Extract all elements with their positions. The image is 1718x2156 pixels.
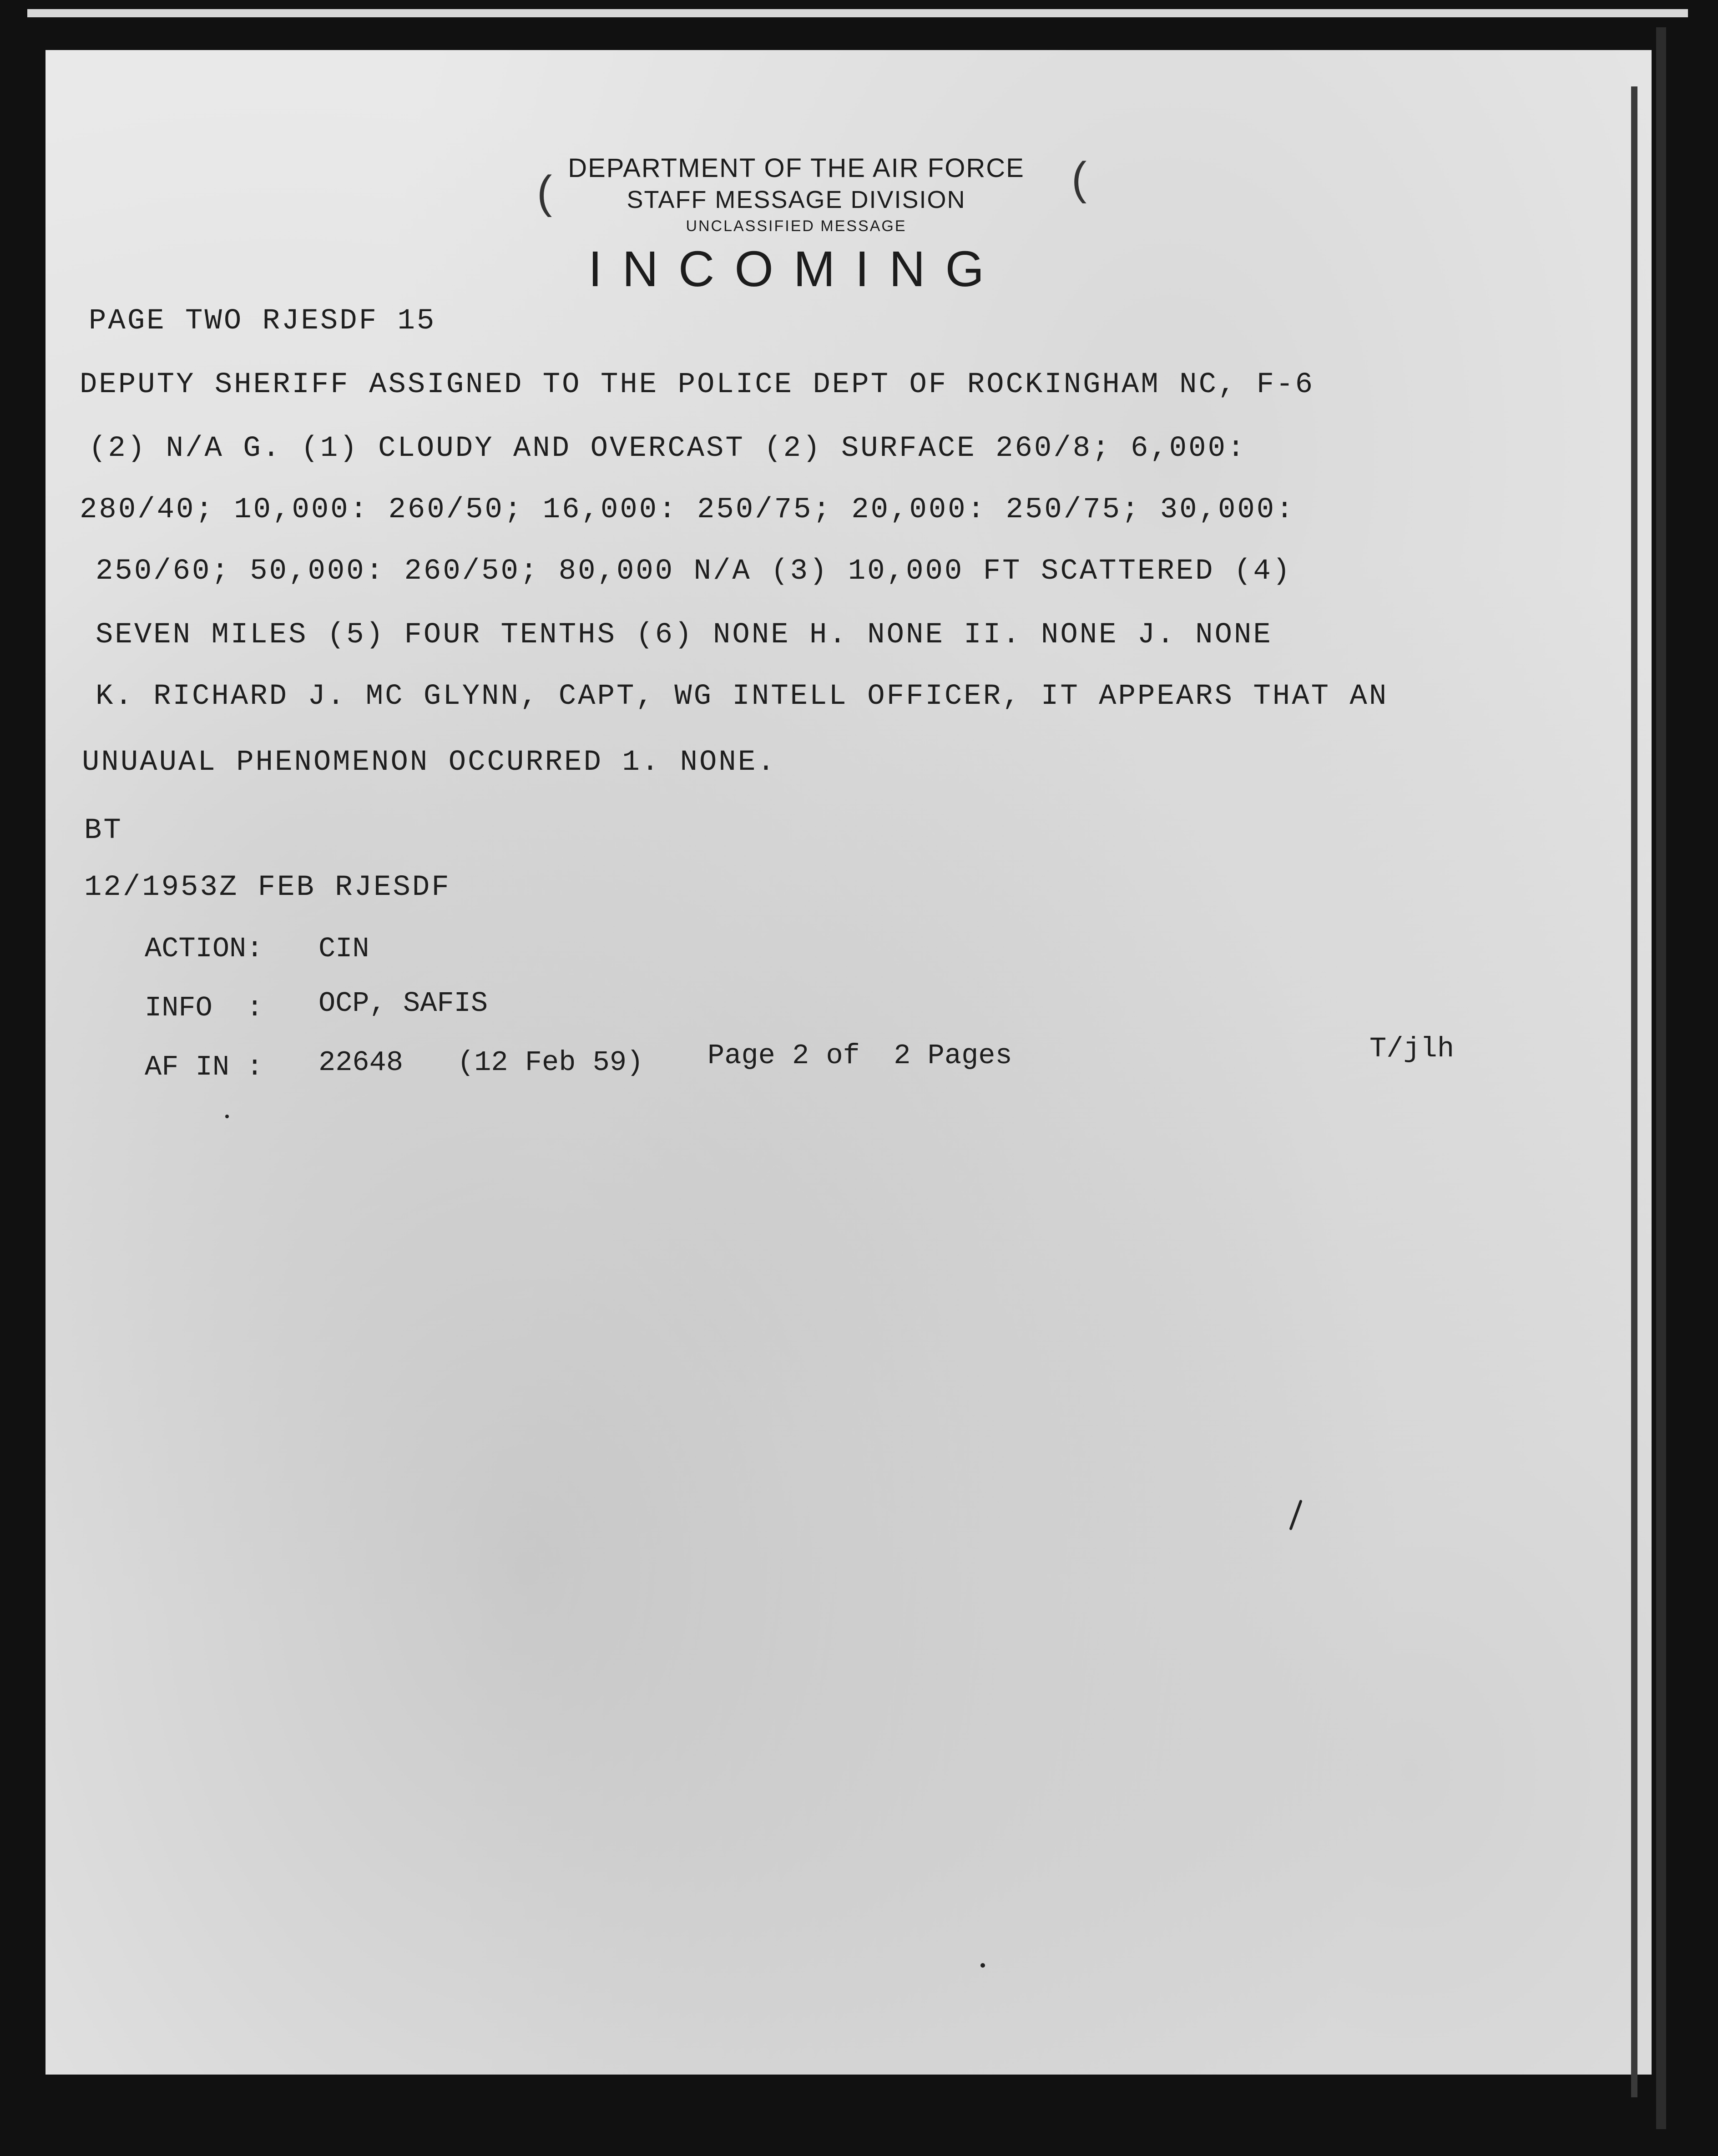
message-page <box>45 50 1652 2075</box>
department-title: DEPARTMENT OF THE AIR FORCE <box>568 153 1025 183</box>
message-line-1: PAGE TWO RJESDF 15 <box>89 305 436 338</box>
message-line-2: DEPUTY SHERIFF ASSIGNED TO THE POLICE DEPT OF ROCKINGHAM NC, F-6 <box>80 369 1314 401</box>
scan-border-top <box>27 9 1688 17</box>
message-line-8: UNUAUAL PHENOMENON OCCURRED 1. NONE. <box>82 746 777 779</box>
info-value: OCP, SAFIS <box>318 987 488 1020</box>
scan-speck <box>225 1115 229 1118</box>
action-value: CIN <box>318 933 369 965</box>
scan-border-right <box>1656 27 1666 2129</box>
form-header <box>546 152 1046 299</box>
right-bracket-mark: ( <box>1071 153 1087 204</box>
left-bracket-mark: ( <box>537 167 552 217</box>
af-in-number: 22648 <box>318 1046 404 1079</box>
message-line-3: (2) N/A G. (1) CLOUDY AND OVERCAST (2) SURFACE 260/8; 6,000: <box>89 432 1247 465</box>
scan-speck <box>980 1963 985 1968</box>
message-line-7: K. RICHARD J. MC GLYNN, CAPT, WG INTELL OFFICER, IT APPEARS THAT AN <box>96 680 1389 713</box>
message-line-4: 280/40; 10,000: 260/50; 16,000: 250/75; 20,000: 250/75; 30,000: <box>80 494 1295 526</box>
message-line-9: BT <box>84 814 123 847</box>
page-count: Page 2 of 2 Pages <box>707 1040 1012 1072</box>
info-label: INFO : <box>145 992 263 1024</box>
incoming-title: INCOMING <box>588 241 1005 297</box>
typist-initials: T/jlh <box>1369 1033 1455 1065</box>
af-in-label: AF IN : <box>145 1051 263 1083</box>
division-title: STAFF MESSAGE DIVISION <box>627 186 966 213</box>
paper-edge-line <box>1631 86 1637 2097</box>
scan-speck <box>1289 1500 1303 1530</box>
message-line-10: 12/1953Z FEB RJESDF <box>84 871 451 904</box>
message-line-6: SEVEN MILES (5) FOUR TENTHS (6) NONE H. NONE II. NONE J. NONE <box>96 619 1273 651</box>
message-line-5: 250/60; 50,000: 260/50; 80,000 N/A (3) 10,000 FT SCATTERED (4) <box>96 555 1292 588</box>
action-label: ACTION: <box>145 933 263 965</box>
af-in-date: (12 Feb 59) <box>457 1046 644 1079</box>
classification-label: UNCLASSIFIED MESSAGE <box>686 217 907 235</box>
